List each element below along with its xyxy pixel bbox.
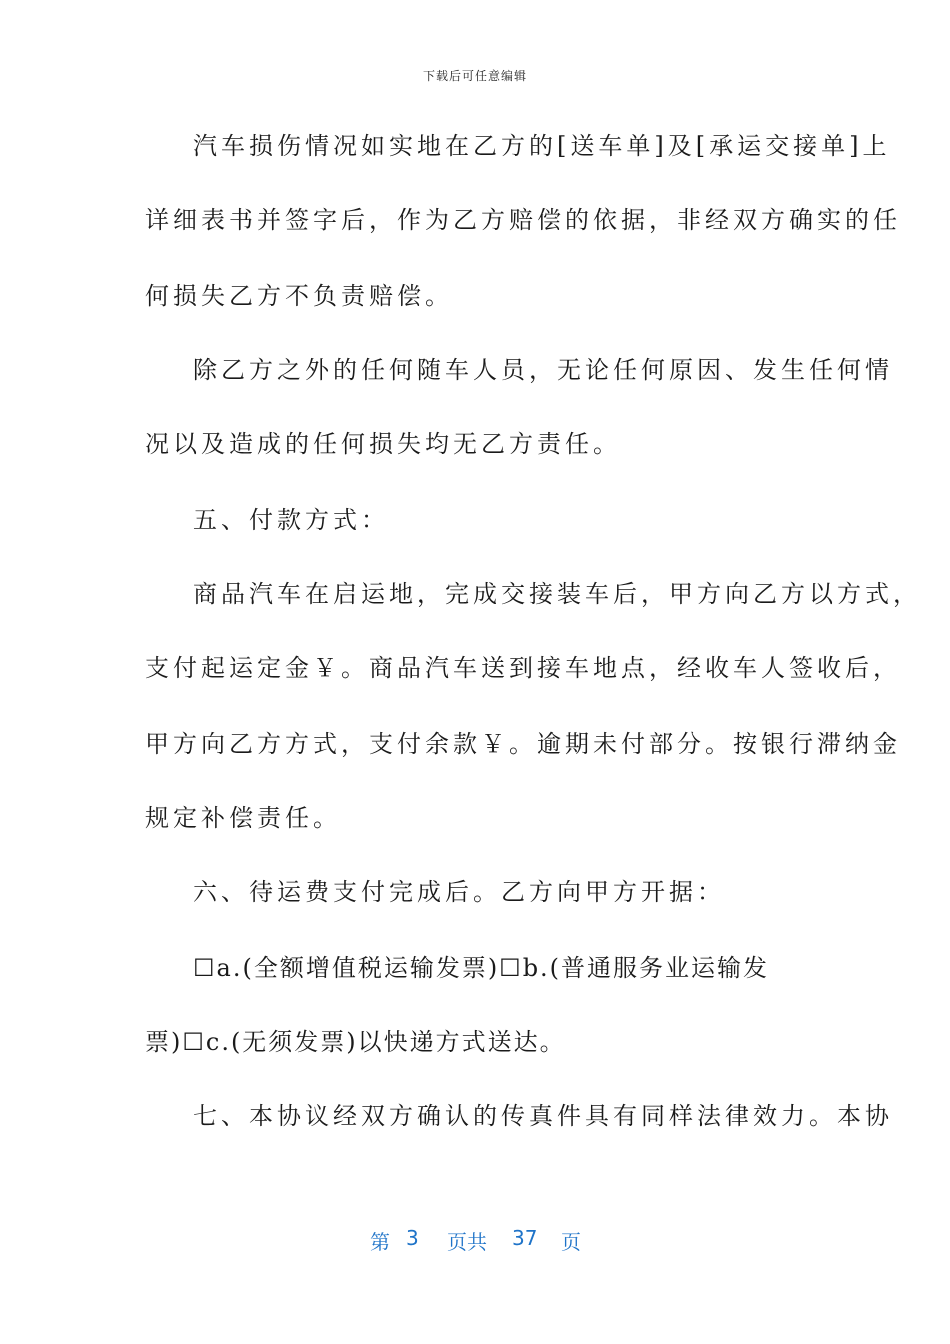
total-pages-number: 37 xyxy=(512,1226,538,1250)
paragraph-line: 除乙方之外的任何随车人员，无论任何原因、发生任何情 xyxy=(193,356,893,384)
section-heading: 五、付款方式： xyxy=(193,506,389,534)
page-label-suffix: 页 xyxy=(561,1230,581,1254)
header-note: 下载后可任意编辑 xyxy=(422,69,527,83)
paragraph-line: 规定补偿责任。 xyxy=(145,804,341,832)
paragraph-line: 汽车损伤情况如实地在乙方的[送车单]及[承运交接单]上 xyxy=(193,132,891,160)
invoice-options-line: 票)☐c.(无须发票)以快递方式送达。 xyxy=(145,1028,566,1056)
section-heading: 六、待运费支付完成后。乙方向甲方开据： xyxy=(193,878,725,906)
paragraph-line: 甲方向乙方方式，支付余款￥。逾期未付部分。按银行滞纳金 xyxy=(145,730,901,758)
page-label-prefix: 第 xyxy=(370,1230,390,1254)
current-page-number: 3 xyxy=(406,1226,419,1250)
section-heading: 七、本协议经双方确认的传真件具有同样法律效力。本协 xyxy=(193,1102,893,1130)
paragraph-line: 何损失乙方不负责赔偿。 xyxy=(145,282,453,310)
paragraph-line: 详细表书并签字后，作为乙方赔偿的依据，非经双方确实的任 xyxy=(145,206,901,234)
paragraph-line: 支付起运定金￥。商品汽车送到接车地点，经收车人签收后， xyxy=(145,654,901,682)
paragraph-line: 商品汽车在启运地，完成交接装车后，甲方向乙方以方式， xyxy=(193,580,921,608)
invoice-options-line: ☐a.(全额增值税运输发票)☐b.(普通服务业运输发 xyxy=(193,954,770,982)
page-label-middle: 页共 xyxy=(447,1230,487,1254)
paragraph-line: 况以及造成的任何损失均无乙方责任。 xyxy=(145,430,621,458)
